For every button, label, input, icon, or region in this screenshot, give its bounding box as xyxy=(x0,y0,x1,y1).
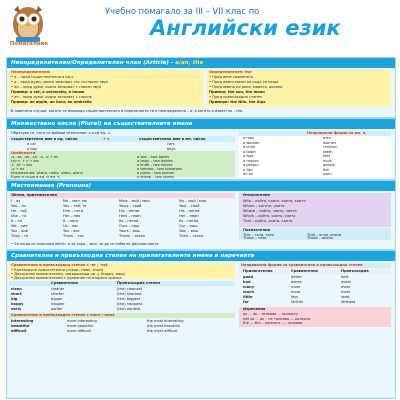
more-most-cell: difficult xyxy=(11,328,27,333)
irregular-comparison-cell: most xyxy=(341,284,350,289)
comparison-rule: • Двусрични прилагателни с ударение на втората сричка xyxy=(11,275,122,280)
section-articles-heading: Неопределителен/Определителен член (Article) - a/an, the xyxy=(7,58,395,68)
special-rule: -f, -fe → ves xyxy=(11,163,33,167)
pronoun-cell: We – ние xyxy=(11,224,28,228)
indefinite-article-head: Неопределителен: xyxy=(11,70,51,74)
plural-row-pl: cars xyxy=(167,142,175,146)
irregular-col-head: Превъзходна xyxy=(341,269,369,273)
section-plural-heading: Множествено число (Plural) на съществителните имена xyxy=(7,119,395,129)
comparison-cell: happy xyxy=(11,301,24,306)
irregular-comparison-head: Неправилни форми за сравнителна и превъзходна степен xyxy=(241,263,363,267)
comparison-cell: cleaner xyxy=(51,286,65,291)
irregular-sg: an ox xyxy=(243,172,253,176)
special-example: a sheep – two sheep xyxy=(137,174,174,179)
pronoun-cell: Our – наш xyxy=(179,224,198,228)
irregular-comparison-cell: many xyxy=(243,284,255,289)
comparison-cell: early xyxy=(11,306,22,311)
irregular-pl: fish xyxy=(323,167,330,172)
pronoun-cell: Her – нея xyxy=(63,214,81,218)
irregular-comparison-cell: more xyxy=(291,284,301,289)
pronoun-cell: He – той xyxy=(11,209,27,213)
comparison-cell: happier xyxy=(51,301,65,306)
irregular-sg: a tooth xyxy=(243,149,256,154)
def-line: • Пред вече споменато xyxy=(209,75,254,79)
superlative-col-head: Превъзходна степен xyxy=(117,281,160,285)
special-rule: -s, -ss, -sh, -ch, -x, -o + es xyxy=(11,155,58,159)
definite-article-head: Определителен: the xyxy=(209,70,252,74)
relative-pronoun: Whom – когото, която xyxy=(243,204,285,208)
pronoun-cell: Mine – мой / моя xyxy=(119,199,150,203)
irregular-plural-head: Неправилни форми за мн. ч. xyxy=(307,131,367,135)
def-line: Пример: the sun, the moon xyxy=(209,90,265,94)
pronoun-cell: His – негов xyxy=(119,209,140,213)
pronouns-note: • За неща се използва which, а за хора – who, за да се избегне двусмислието xyxy=(11,242,159,246)
irregular-sg: a child xyxy=(243,145,255,149)
irregular-comparison-cell: least xyxy=(341,294,350,299)
pronoun-cell: My – мой / моя xyxy=(179,199,207,203)
irregular-comparison-cell: best xyxy=(341,274,349,279)
pronoun-cell: Theirs – техен xyxy=(119,234,146,238)
pattern-line: as … as – толкова … колкото xyxy=(243,312,298,316)
irregular-sg: a man xyxy=(243,136,255,140)
special-rule: Изключения: photo, radio, video, piano xyxy=(11,171,83,175)
special-example: a baby – two babies xyxy=(137,159,173,163)
comparison-cell: bigger xyxy=(51,296,63,301)
comparison-cell: (the) biggest xyxy=(117,296,141,301)
more-most-cell: more interesting xyxy=(67,318,97,323)
def-line: • Пред имена на реки, морета, океани xyxy=(209,85,283,89)
special-rule: -o + es xyxy=(11,167,24,171)
def-line: • Пред превъзходна степен xyxy=(209,95,263,99)
pattern-line: not so … as – не толкова … колкото xyxy=(243,316,311,321)
indef-line: • a – пред думи, които започват със съгласен звук xyxy=(11,80,108,84)
pronoun-cell: His – негов xyxy=(179,209,200,213)
articles-note: В повечето случаи, когато се въвежда съществителното в изречението то е неопределено – a, а когато е известно – the. xyxy=(11,109,244,113)
irregular-comparison-cell: little xyxy=(243,294,253,299)
pronoun-cell: You – ти xyxy=(11,204,26,208)
irregular-col-head: Сравнителна xyxy=(291,269,318,273)
more-most-cell: more difficult xyxy=(67,328,91,333)
pronoun-cell: Ours – наш xyxy=(119,224,140,228)
demonstrative-pronouns-head: Показателни xyxy=(243,228,271,232)
indef-line: • an – пред думи, които започват с гласен звук xyxy=(11,85,102,89)
more-most-cell: interesting xyxy=(11,318,34,323)
irregular-comparison-cell: farthest xyxy=(341,299,356,304)
plural-specials-head: Особености xyxy=(11,150,36,155)
poster-header xyxy=(0,0,400,56)
patterns-head: Изречения xyxy=(243,307,266,311)
pronoun-cell: It – то xyxy=(11,219,22,223)
irregular-pl: people xyxy=(323,163,336,167)
pronoun-cell: She – тя xyxy=(11,214,27,218)
plural-row-pl: boys xyxy=(167,146,176,151)
pronoun-cell: You – вие xyxy=(11,229,28,233)
def-line: • Пред единствени по рода си неща xyxy=(209,80,279,84)
indef-line: • an – пред думи, които започват с гласна xyxy=(11,95,92,99)
comparison-rule: • Едносрични прилагателни (cheap, clean, short) xyxy=(11,267,104,272)
pronoun-cell: Her – неин xyxy=(179,214,199,218)
more-most-cell: the most beautiful xyxy=(147,323,181,328)
irregular-sg: a fish xyxy=(243,167,253,172)
poster-title: Английски език xyxy=(150,16,341,40)
comparison-cell: big xyxy=(11,296,18,301)
col-plural: съществително име в мн. число xyxy=(139,136,206,141)
comparison-cell: earlier xyxy=(51,306,63,311)
pronoun-cell: You – теб, те xyxy=(63,204,87,208)
demonstrative-pronoun: These – тези xyxy=(243,236,267,240)
irregular-sg: a foot xyxy=(243,154,254,158)
comparison-cell: (the) cleanest xyxy=(117,286,143,291)
irregular-comparison-cell: better xyxy=(291,274,302,279)
irregular-comparison-cell: far xyxy=(243,299,249,304)
indef-line: Пример: an apple, an hour, an umbrella xyxy=(11,100,92,104)
more-most-cell: more beautiful xyxy=(67,323,94,328)
comparison-cell: clean xyxy=(11,286,22,291)
irregular-sg: a woman xyxy=(243,140,260,145)
poster-subtitle: Учебно помагало за III – VII клас по xyxy=(105,6,260,16)
col-add-s: + s xyxy=(103,136,110,141)
pronoun-cell: Its – негов xyxy=(179,219,199,223)
comparison-cell: (the) happiest xyxy=(117,301,143,306)
pronoun-cell: Yours – твой xyxy=(119,204,142,208)
comparison-cell: short xyxy=(11,291,22,296)
irregular-comparison-cell: much xyxy=(243,289,254,294)
pronoun-cell: I – аз xyxy=(11,199,21,203)
irregular-col-head: Прилагателно xyxy=(243,269,273,273)
section-comparison-heading: Сравнителна и превъзходна степен на прилагателните имена и наречията xyxy=(7,251,395,261)
irregular-pl: feet xyxy=(323,154,331,158)
comparison-cell: shorter xyxy=(51,291,64,296)
more-most-cell: the most difficult xyxy=(147,328,178,333)
irregular-pl: children xyxy=(323,145,338,149)
irregular-pl: oxen xyxy=(323,172,332,176)
special-example: a tomato – two tomatoes xyxy=(137,167,183,171)
pronoun-cell: Us – нас xyxy=(63,224,79,228)
irregular-comparison-cell: bad xyxy=(243,279,251,284)
pronoun-cell: Its – негов xyxy=(119,219,139,223)
indef-line: Пример: a cat, a university, a house xyxy=(11,90,85,94)
irregular-comparison-cell: more xyxy=(291,289,301,294)
irregular-comparison-cell: worst xyxy=(341,279,351,284)
demonstrative-pronoun: That – онзи, онази xyxy=(307,232,342,237)
pronoun-cell: Your – ваш xyxy=(179,229,199,233)
relative-pronouns-head: Относителни xyxy=(243,193,270,197)
demonstrative-pronoun: This – този, тази xyxy=(243,232,274,237)
irregular-comparison-cell: good xyxy=(243,274,254,279)
comparative-col-head: Сравнителна xyxy=(51,281,78,285)
personal-pronouns-head: Лични, притежателни xyxy=(11,193,57,197)
pronoun-cell: Them – тях xyxy=(63,234,84,238)
pattern-line: the … the – колкото …, толкова xyxy=(243,321,303,325)
special-example: a knife – two knives xyxy=(137,163,173,167)
more-most-head: Сравнителна и превъзходна степен с more / most xyxy=(11,313,115,317)
demonstrative-pronoun: Those – онези xyxy=(307,236,333,240)
pronoun-cell: They – те xyxy=(11,234,29,238)
indef-line: • a – пред съществителни в ед.ч. xyxy=(11,75,75,79)
more-most-cell: the most interesting xyxy=(147,318,184,323)
def-line: Примери: the Nile, the Alps xyxy=(209,100,266,104)
comparison-rule: • Двусрични прилагателни, завършващи на -y (happy, easy) xyxy=(11,271,126,276)
irregular-comparison-cell: farther xyxy=(291,299,304,304)
pronoun-cell: You – вас xyxy=(63,229,80,233)
irregular-pl: mice xyxy=(323,158,332,163)
comparison-cell: (the) earliest xyxy=(117,306,141,311)
irregular-pl: women xyxy=(323,140,337,145)
relative-pronoun: Which – който, която, което xyxy=(243,214,296,218)
section-pronouns-heading: Местоимения (Pronouns) xyxy=(7,181,395,191)
plural-row-sg: a boy xyxy=(27,146,37,151)
relative-pronoun: That – който, която, което xyxy=(243,219,293,223)
pronoun-cell: It – него xyxy=(63,219,79,223)
section-pronouns xyxy=(6,180,396,250)
logo-text: Помагалник xyxy=(9,41,49,47)
pronoun-cell: Me – мен, ме xyxy=(63,199,87,203)
col-singular: съществително име в ед. число xyxy=(11,136,78,141)
pronoun-cell: Hers – неин xyxy=(119,214,141,218)
special-example: a box – two boxes xyxy=(137,155,170,159)
irregular-pl: men xyxy=(323,136,331,140)
pronoun-cell: Your – твой xyxy=(179,204,200,208)
relative-pronoun: Who – който, която, което, които xyxy=(243,199,306,203)
section-plural xyxy=(6,118,396,180)
irregular-comparison-cell: worse xyxy=(291,279,302,284)
irregular-comparison-cell: less xyxy=(291,294,298,299)
special-rule: Едно и също в ед. и мн. ч. xyxy=(11,174,61,179)
section-comparison xyxy=(6,250,396,399)
special-rule: съгл. + y → ies xyxy=(11,159,39,163)
more-most-cell: beautiful xyxy=(11,323,30,328)
irregular-pl: teeth xyxy=(323,149,333,154)
relative-pronoun: Whose – чийто, чиято, чието xyxy=(243,209,297,213)
comparison-cell: (the) shortest xyxy=(117,291,142,296)
irregular-sg: a mouse xyxy=(243,158,259,163)
pronoun-cell: Him – него xyxy=(63,209,83,213)
plural-row-sg: a car xyxy=(27,142,37,146)
section-articles xyxy=(6,57,396,118)
pronoun-cell: Yours – ваш xyxy=(119,229,141,233)
irregular-comparison-cell: most xyxy=(341,289,350,294)
special-example: a piano – two pianos xyxy=(137,171,174,175)
plural-intro: Образува се, като се добави окончание -s към ед. ч. xyxy=(11,131,111,135)
pronoun-cell: Their – техен xyxy=(179,234,204,238)
er-est-head: Сравнителна и превъзходна степен с -er / -est xyxy=(11,263,108,267)
irregular-sg: a person xyxy=(243,163,259,167)
